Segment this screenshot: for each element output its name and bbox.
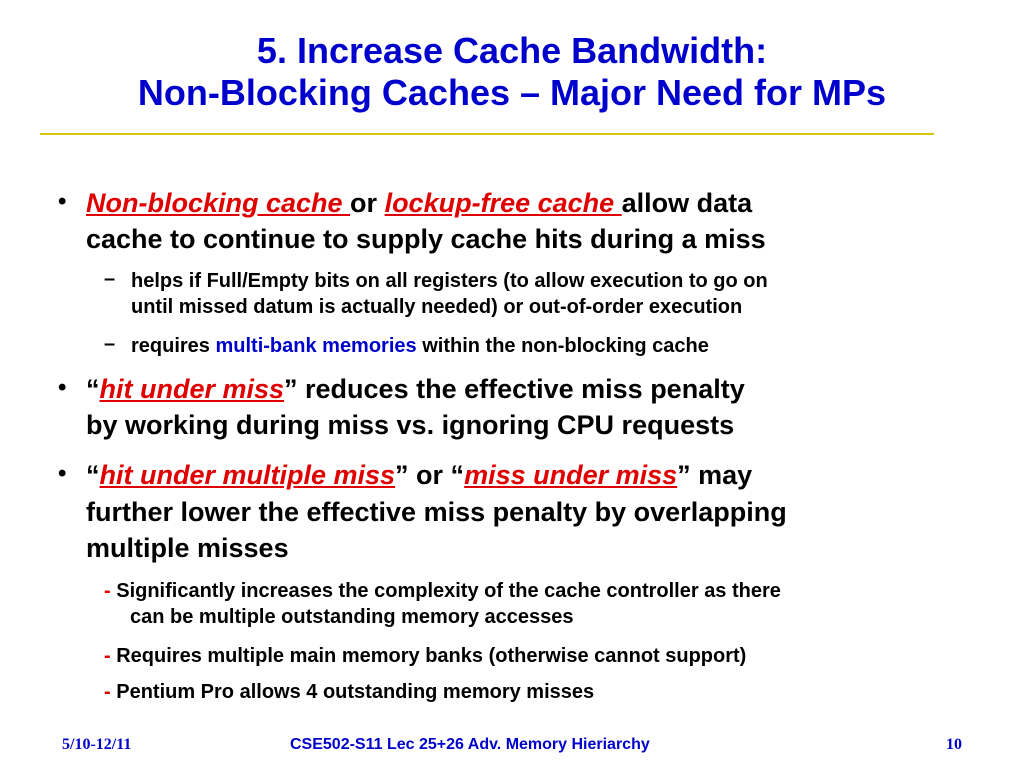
- bullet-3-text: ” may: [677, 460, 753, 490]
- sub-bullet-3-1-text: Significantly increases the complexity of the cache controller as there: [110, 580, 781, 602]
- bullet-marker: •: [58, 460, 67, 487]
- bullet-2-open-quote: “: [86, 374, 100, 404]
- bullet-2-text: ” reduces the effective miss penalty: [284, 374, 745, 404]
- bullet-marker: •: [58, 188, 67, 215]
- bullet-3-line1: [86, 458, 752, 492]
- term-multi-bank-memories: multi-bank memories: [215, 335, 417, 357]
- footer-course: CSE502-S11 Lec 25+26 Adv. Memory Hieriarchy: [290, 736, 650, 753]
- sub-bullet-3-2-text: Requires multiple main memory banks (otherwise cannot support): [110, 645, 747, 667]
- bullet-3-line2: further lower the effective miss penalty by overlapping: [86, 497, 787, 527]
- sub-bullet-3-3: [104, 679, 594, 705]
- bullet-1-text: allow data: [621, 188, 753, 218]
- sub-bullet-marker: –: [104, 333, 116, 355]
- sub-bullet-3-1-line2: can be multiple outstanding memory accesses: [130, 606, 574, 628]
- sub-bullet-marker: -: [104, 681, 111, 703]
- bullet-marker: •: [58, 374, 67, 401]
- bullet-2-line2: by working during miss vs. ignoring CPU requests: [86, 410, 735, 440]
- sub-bullet-marker: –: [104, 268, 116, 290]
- term-hit-under-miss: hit under miss: [99, 374, 285, 404]
- sub-bullet-3-2: [104, 643, 746, 669]
- sub-bullet-1-1-line2: until missed datum is actually needed) or out-of-order execution: [131, 296, 743, 318]
- footer-date: 5/10-12/11: [62, 736, 132, 753]
- sub-bullet-3-1-line1: [104, 578, 781, 604]
- sub-bullet-marker: -: [104, 645, 111, 667]
- sub-bullet-1-1-line1: helps if Full/Empty bits on all registers (to allow execution to go on: [131, 270, 768, 292]
- term-non-blocking-cache: Non-blocking cache: [86, 188, 351, 218]
- bullet-3-open-quote: “: [86, 460, 100, 490]
- term-miss-under-miss: miss under miss: [464, 460, 678, 490]
- sub-bullet-1-2-post: within the non-blocking cache: [416, 335, 709, 357]
- sub-bullet-1-2-pre: requires: [131, 335, 216, 357]
- slide-title-line1: 5. Increase Cache Bandwidth:: [256, 30, 768, 71]
- bullet-1-or: or: [350, 188, 385, 218]
- bullet-3-line3: multiple misses: [86, 533, 289, 563]
- footer-page-number: 10: [946, 736, 962, 753]
- bullet-1-line2: cache to continue to supply cache hits during a miss: [86, 224, 766, 254]
- bullet-1-line1: [86, 186, 752, 220]
- term-lockup-free-cache: lockup-free cache: [384, 188, 622, 218]
- sub-bullet-marker: -: [104, 580, 111, 602]
- sub-bullet-3-3-text: Pentium Pro allows 4 outstanding memory misses: [110, 681, 595, 703]
- bullet-3-mid: ” or “: [395, 460, 465, 490]
- bullet-2-line1: [86, 372, 745, 406]
- slide-title-line2: Non-Blocking Caches – Major Need for MPs: [137, 72, 887, 113]
- term-hit-under-multiple-miss: hit under multiple miss: [99, 460, 396, 490]
- sub-bullet-1-2: [131, 333, 709, 359]
